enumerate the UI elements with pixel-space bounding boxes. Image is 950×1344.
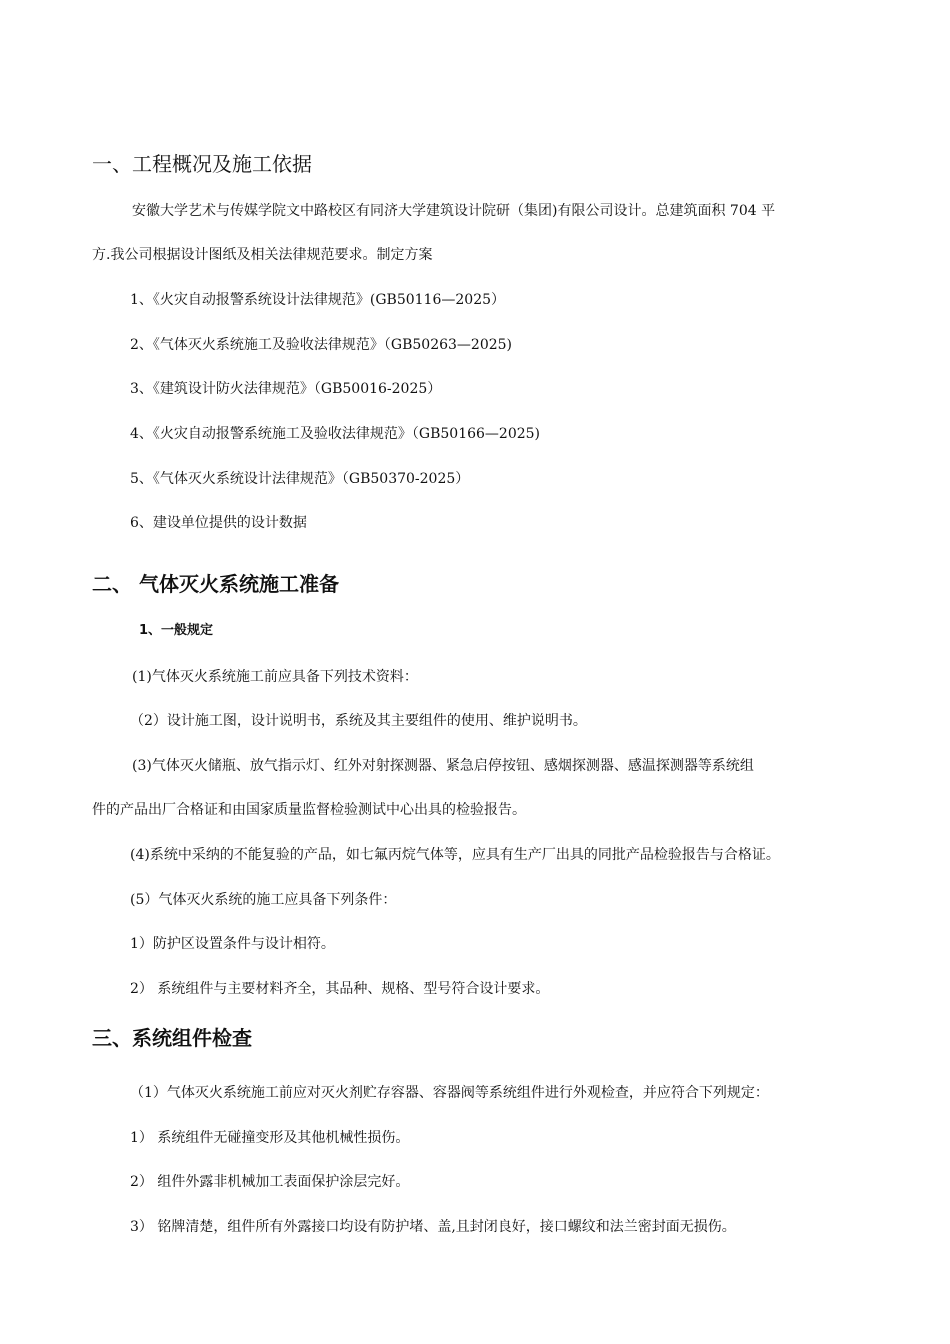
reference-item-4: 4、《火灾自动报警系统施工及验收法律规范》（GB50166—2025) bbox=[130, 426, 541, 442]
section-2-heading: 二、 气体灭火系统施工准备 bbox=[92, 572, 339, 596]
section-2-paragraph-6: 1）防护区设置条件与设计相符。 bbox=[130, 936, 335, 952]
section-1-heading: 一、工程概况及施工依据 bbox=[92, 152, 312, 176]
section-2-paragraph-7: 2） 系统组件与主要材料齐全，其品种、规格、型号符合设计要求。 bbox=[130, 981, 550, 997]
section-2-paragraph-3-line-1: (3)气体灭火储瓶、放气指示灯、红外对射探测器、紧急启停按钮、感烟探测器、感温探测器等系统组 bbox=[132, 758, 754, 774]
section-2-paragraph-5: (5）气体灭火系统的施工应具备下列条件： bbox=[130, 892, 397, 908]
section-2-paragraph-1: (1)气体灭火系统施工前应具备下列技术资料： bbox=[132, 669, 418, 685]
section-3-paragraph-3: 2） 组件外露非机械加工表面保护涂层完好。 bbox=[130, 1174, 410, 1190]
intro-line-2: 方.我公司根据设计图纸及相关法律规范要求。制定方案 bbox=[92, 247, 433, 263]
section-3-paragraph-1: （1）气体灭火系统施工前应对灭火剂贮存容器、容器阀等系统组件进行外观检查，并应符合下列规定： bbox=[130, 1085, 769, 1101]
section-2-subheading: 1、一般规定 bbox=[139, 623, 214, 638]
section-3-paragraph-2: 1） 系统组件无碰撞变形及其他机械性损伤。 bbox=[130, 1130, 410, 1146]
reference-item-6: 6、建设单位提供的设计数据 bbox=[130, 515, 307, 531]
reference-item-1: 1、《火灾自动报警系统设计法律规范》(GB50116—2025） bbox=[130, 292, 506, 308]
section-2-paragraph-2: （2）设计施工图，设计说明书，系统及其主要组件的使用、维护说明书。 bbox=[130, 713, 587, 729]
intro-line-1: 安徽大学艺术与传媒学院文中路校区有同济大学建筑设计院研（集团)有限公司设计。总建筑面积 704 平 bbox=[132, 203, 776, 219]
reference-item-5: 5、《气体灭火系统设计法律规范》（GB50370-2025） bbox=[130, 471, 470, 487]
section-3-heading: 三、系统组件检查 bbox=[92, 1026, 252, 1050]
reference-item-2: 2、《气体灭火系统施工及验收法律规范》（GB50263—2025) bbox=[130, 337, 513, 353]
section-3-paragraph-4: 3） 铭牌清楚，组件所有外露接口均设有防护堵、盖,且封闭良好，接口螺纹和法兰密封面无损伤。 bbox=[130, 1219, 736, 1235]
section-2-paragraph-4: (4)系统中采纳的不能复验的产品，如七氟丙烷气体等，应具有生产厂出具的同批产品检验报告与合格证。 bbox=[130, 847, 780, 863]
section-2-paragraph-3-line-2: 件的产品出厂合格证和由国家质量监督检验测试中心出具的检验报告。 bbox=[92, 802, 526, 818]
reference-item-3: 3、《建筑设计防火法律规范》（GB50016-2025） bbox=[130, 381, 442, 397]
